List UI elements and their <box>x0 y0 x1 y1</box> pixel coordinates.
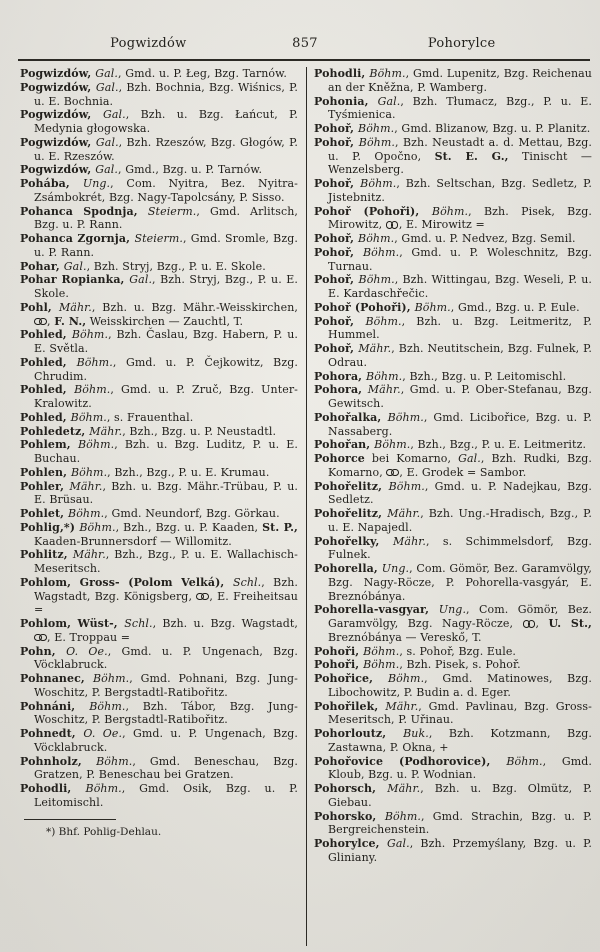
entry-text: , Bzh. Bochnia, Bzg. Wiśnics, P. u. E. Bochnia. <box>34 80 299 108</box>
region-abbrev: Böhm. <box>79 520 116 534</box>
entry-text: Kaaden-Brunnersdorf — Willomitz. <box>34 534 232 548</box>
region-abbrev: Böhm. <box>369 67 406 80</box>
column-divider-rule <box>306 67 307 946</box>
entry-text: , Gmd. u. P. Ober-Stefanau, Bzg. Gewitsch. <box>328 383 593 410</box>
region-abbrev: Böhm. <box>387 410 424 424</box>
entry-text: , Gmd. u. P. Ungenach, Bzg. Vöcklabruck. <box>34 644 298 672</box>
gazetteer-entry <box>20 521 298 549</box>
region-abbrev: Mähr. <box>58 300 92 314</box>
region-abbrev: Böhm. <box>388 479 425 493</box>
entry-keyword: Pohanca Zgornja, <box>20 232 135 245</box>
gazetteer-entry <box>20 163 298 177</box>
region-abbrev: Böhm. <box>506 754 543 768</box>
region-abbrev: Ung. <box>381 562 410 575</box>
entry-text: , Bzh. Przemyślany, Bzg. u. P. Gliniany. <box>328 837 592 864</box>
entry-keyword: Pohořelky, <box>314 534 394 548</box>
entry-text: , <box>47 314 55 328</box>
region-abbrev: Mähr. <box>89 424 123 438</box>
gazetteer-entry <box>314 782 592 810</box>
gazetteer-entry <box>20 782 298 810</box>
entry-text: , Bzh. Časlau, Bzg. Habern, P. u. E. Světla. <box>34 328 298 355</box>
entry-keyword: Pohořan, <box>314 438 375 452</box>
entry-keyword: Pohořelitz, <box>314 507 388 520</box>
entry-keyword: Pohoř (Pohoři), <box>314 204 432 218</box>
gazetteer-entry <box>20 700 298 728</box>
entry-text: , Gmd. u. P. Čejkowitz, Bzg. Chrudim. <box>34 355 298 383</box>
entry-keyword: Pohled, <box>20 383 75 397</box>
entry-text: , Gmd. Pohnani, Bzg. Jung-Woschitz, P. Bergstadtl-Ratibořitz. <box>34 672 299 699</box>
entry-text: , Gmd. Licibořice, Bzg. u. P. Nassaberg. <box>328 410 592 438</box>
left-column <box>20 67 298 946</box>
entry-keyword: Pohlem, <box>20 438 78 452</box>
region-abbrev: Mähr. <box>367 383 401 397</box>
footnote-text: *) Bhf. Pohlig-Dehlau. <box>46 825 162 838</box>
gazetteer-entry <box>314 507 592 535</box>
entry-text: , Bzh., Bzg. u. P. Kaaden, <box>115 520 263 534</box>
entry-text: , Bzh. u. Bzg. Olmütz, P. Giebau. <box>328 782 592 809</box>
entry-text: , Gmd., Bzg. u. P. Tarnów. <box>118 163 263 177</box>
entry-keyword: Pohlet, <box>20 507 69 520</box>
region-abbrev: Böhm. <box>96 754 133 768</box>
entry-keyword: St. E. G., <box>434 149 509 163</box>
header-right-keyword: Pohorylce <box>427 36 496 51</box>
entry-keyword: Pohoř, <box>314 342 359 355</box>
entry-text: , Gmd. Blizanow, Bzg. u. P. Planitz. <box>394 122 591 135</box>
entry-text: , Gmd. u. P. Zruč, Bzg. Unter-Kralowitz. <box>34 383 298 410</box>
gazetteer-entry <box>314 603 592 644</box>
region-abbrev: Mähr. <box>387 507 421 520</box>
entry-keyword: Pohonia, <box>314 94 378 108</box>
entry-text: , Bzh., Bzg., P. u. E. Wallachisch-Meseritsch. <box>34 548 298 575</box>
entry-text: , Gmd. Arlitsch, Bzg. u. P. Rann. <box>34 204 298 232</box>
gazetteer-entry <box>20 672 298 700</box>
footnote-block <box>20 819 298 838</box>
entry-text: , Bzh., Bzg. u. P. Neustadtl. <box>122 424 277 438</box>
entry-text: , Bzh. Tábor, Bzg. Jung-Woschitz, P. Bergstadtl-Ratibořitz. <box>34 699 299 727</box>
entry-keyword: Pohanca Spodnja, <box>20 204 148 218</box>
gazetteer-entry <box>314 273 592 301</box>
gazetteer-entry <box>20 411 298 425</box>
entry-keyword: Pogwizdów, <box>20 135 96 149</box>
entry-keyword: Pohn, <box>20 644 67 658</box>
gazetteer-entry <box>314 246 592 274</box>
entry-text: , Bzh. Neutitschein, Bzg. Fulnek, P. Odrau. <box>328 342 592 369</box>
posthorn-icon <box>523 620 536 627</box>
gazetteer-entry <box>20 136 298 164</box>
gazetteer-entry <box>314 452 592 480</box>
entry-keyword: Pohořice, <box>314 672 388 685</box>
gazetteer-entry <box>314 700 592 728</box>
gazetteer-entry <box>20 383 298 411</box>
posthorn-icon <box>34 318 47 325</box>
gazetteer-entry <box>314 727 592 755</box>
entry-keyword: Pohořovice (Podhorovice), <box>314 754 507 768</box>
entry-text: , Bzh. Rudki, Bzg. Komarno, <box>328 452 592 479</box>
entry-text: , E. Troppau = <box>47 630 131 644</box>
region-abbrev: Gal. <box>102 108 126 122</box>
entry-keyword: Pohoř, <box>314 122 359 135</box>
entry-keyword: Pohodli, <box>314 67 370 80</box>
gazetteer-entry <box>314 755 592 783</box>
gazetteer-entry <box>314 658 592 672</box>
gazetteer-entry <box>20 177 298 205</box>
entry-keyword: Pohorce <box>314 452 365 465</box>
entry-keyword: Pohoři, <box>314 658 364 672</box>
entry-text: , Gmd. u. P. Nedvez, Bzg. Semil. <box>394 232 576 245</box>
gazetteer-entry <box>314 205 592 233</box>
entry-text: , Bzh. u. Bzg. Luditz, P. u. E. Buchau. <box>34 438 299 465</box>
entry-keyword: Pohořelitz, <box>314 479 389 493</box>
region-abbrev: Böhm. <box>360 177 397 190</box>
region-abbrev: Buk. <box>403 727 429 740</box>
entry-keyword: Pohnáni, <box>20 699 90 713</box>
entry-text: , E. Freiheitsau = <box>34 589 298 617</box>
gazetteer-entry <box>314 837 592 865</box>
entry-text: , Com. Nyitra, Bez. Nyitra-Zsámbokrét, Bzg. Nagy-Tapolcsány, P. Sisso. <box>34 177 298 204</box>
entry-keyword: Pohorella-vasgyar, <box>314 603 439 617</box>
entry-keyword: Pohoř (Pohoři), <box>314 300 415 314</box>
gazetteer-entry <box>20 438 298 466</box>
entry-keyword: Pohled, <box>20 355 77 369</box>
entry-keyword: Pogwizdów, <box>20 108 103 122</box>
entry-keyword: Pohoři, <box>314 644 364 658</box>
entry-keyword: Pohořilek, <box>314 699 386 713</box>
entry-keyword: Pohnholz, <box>20 754 97 768</box>
region-abbrev: Böhm. <box>78 438 115 452</box>
region-abbrev: Böhm. <box>384 809 422 823</box>
entry-text: , Bzh. Pisek, Bzg. Mirowitz, <box>328 204 592 232</box>
entry-text: , Bzh. Wittingau, Bzg. Weseli, P. u. E. Kardaschřečic. <box>328 273 592 300</box>
entry-keyword: Pohlen, <box>20 465 71 479</box>
region-abbrev: Böhm. <box>70 410 107 424</box>
entry-text: , Bzh. Rzeszów, Bzg. Głogów, P. u. E. Rzeszów. <box>34 135 298 163</box>
gazetteer-entry <box>20 755 298 783</box>
entry-keyword: Pohlom, Gross- (Polom Velká), <box>20 575 233 589</box>
entry-text: , Gmd. Lupenitz, Bzg. Reichenau an der Kněžna, P. Wamberg. <box>328 67 592 94</box>
entry-keyword: Pohoř, <box>314 314 366 328</box>
gazetteer-entry <box>314 480 592 508</box>
region-abbrev: Böhm. <box>363 644 400 658</box>
region-abbrev: Böhm. <box>70 465 108 479</box>
gazetteer-entry <box>314 232 592 246</box>
right-column <box>314 67 592 946</box>
gazetteer-entry <box>314 645 592 659</box>
gazetteer-entry <box>20 273 298 301</box>
region-abbrev: Gal. <box>95 163 119 177</box>
entry-text: , s. Schimmelsdorf, Bzg. Fulnek. <box>328 534 592 562</box>
entry-keyword: Pohledetz, <box>20 424 90 438</box>
entry-text: , Bzh. Kotzmann, Bzg. Zastawna, P. Okna, + <box>328 727 592 754</box>
entry-keyword: Pogwizdów, <box>20 67 96 80</box>
entry-keyword: Pohled, <box>20 410 71 424</box>
gazetteer-entry <box>20 507 298 521</box>
entry-text: , Gmd. u. P. Nadejkau, Bzg. Sedletz. <box>328 479 592 507</box>
region-abbrev: Gal. <box>458 452 481 465</box>
gazetteer-entry <box>20 617 298 645</box>
entry-text: , E. Grodek = Sambor. <box>399 465 527 479</box>
region-abbrev: Gal. <box>95 80 119 94</box>
entry-keyword: Pohora, <box>314 383 368 397</box>
entry-text: Tinischt — Wenzelsberg. <box>328 149 593 177</box>
region-abbrev: Böhm. <box>374 438 411 452</box>
entry-text: , Bzh. Seltschan, Bzg. Sedletz, P. Jistebnitz. <box>328 177 592 204</box>
entry-keyword: St. P., <box>262 520 298 534</box>
entry-text: , Bzh. u. Bzg. Wagstadt, <box>152 617 298 630</box>
region-abbrev: Gal. <box>377 94 401 108</box>
entry-text: , s. Frauenthal. <box>106 410 194 424</box>
gazetteer-entry <box>314 672 592 700</box>
posthorn-icon <box>386 469 399 476</box>
entry-text: , Gmd. Kloub, Bzg. u. P. Wodnian. <box>328 754 592 782</box>
header-rule <box>18 59 590 61</box>
entry-keyword: Pohába, <box>20 177 83 190</box>
entry-keyword: Pohorsch, <box>314 782 388 795</box>
gazetteer-entry <box>20 301 298 329</box>
entry-keyword: Pohoř, <box>314 273 359 287</box>
entry-text: , Gmd. Osik, Bzg. u. P. Leitomischl. <box>34 782 299 809</box>
entry-keyword: Pohorsko, <box>314 809 385 823</box>
entry-text: , Bzh. Stryj, Bzg., P. u. E. Skole. <box>86 259 266 273</box>
page-header <box>70 36 540 51</box>
region-abbrev: Böhm. <box>74 383 111 397</box>
entry-text: , Bzh. u. Bzg. Mähr.-Weisskirchen, <box>91 300 299 314</box>
region-abbrev: Ung. <box>438 603 467 617</box>
gazetteer-entry <box>314 370 592 384</box>
gazetteer-entry <box>20 81 298 109</box>
entry-keyword: Pohlitz, <box>20 548 73 562</box>
entry-keyword: Pohoř, <box>314 245 363 259</box>
header-left-keyword: Pogwizdów <box>110 36 187 51</box>
gazetteer-entry <box>314 411 592 439</box>
gazetteer-entry <box>314 177 592 205</box>
gazetteer-entry <box>314 67 592 95</box>
page-number: 857 <box>292 36 318 51</box>
entry-text: , Gmd. u. P. Łeg, Bzg. Tarnów. <box>118 67 287 80</box>
gazetteer-entry <box>314 95 592 123</box>
gazetteer-entry <box>314 136 592 177</box>
entry-keyword: Pohnanec, <box>20 672 93 685</box>
entry-text: , Bzh. Stryj, Bzg., P. u. E. Skole. <box>34 273 298 300</box>
region-abbrev: Gal. <box>95 135 119 149</box>
posthorn-icon <box>386 221 399 228</box>
entry-keyword: F. N., <box>54 314 87 328</box>
entry-keyword: Pohar, <box>20 259 64 273</box>
entry-text: , Bzh. Pisek, s. Pohoř. <box>399 658 521 672</box>
entry-text: , Gmd. u. P. Ungenach, Bzg. Vöcklabruck. <box>34 727 298 754</box>
entry-text: , Gmd. Pavlinau, Bzg. Gross-Meseritsch, P. Uřinau. <box>328 699 592 727</box>
region-abbrev: Mähr. <box>358 342 392 355</box>
entry-text: , Gmd. Neundorf, Bzg. Görkau. <box>104 507 280 520</box>
entry-text: , Com. Gömör, Bez. Garamvölgy, Bzg. Nagy-Röcze, P. Pohorella-vasgyár, E. Breznóbánya. <box>328 562 592 603</box>
region-abbrev: Mähr. <box>69 479 103 493</box>
entry-keyword: Pohnedt, <box>20 727 84 740</box>
entry-keyword: Pogwizdów, <box>20 80 96 94</box>
entry-keyword: Pohora, <box>314 369 367 383</box>
entry-text: , Gmd. Strachin, Bzg. u. P. Bergreichenstein. <box>328 809 592 837</box>
entry-text: , Gmd. u. P. Woleschnitz, Bzg. Turnau. <box>328 245 592 273</box>
entry-text: Weisskirchen — Zauchtl, T. <box>86 314 244 328</box>
footnote-rule <box>24 819 116 820</box>
region-abbrev: Schl. <box>124 617 153 630</box>
entry-text: bei Komarno, <box>364 452 459 465</box>
region-abbrev: Gal. <box>129 273 153 287</box>
entry-text: Breznóbánya — Vereskő, T. <box>328 630 482 644</box>
entry-keyword: Pohorella, <box>314 562 382 575</box>
gazetteer-entry <box>20 232 298 260</box>
entry-text: , Gmd. Beneschau, Bzg. Gratzen, P. Beneschau bei Gratzen. <box>34 754 299 782</box>
entry-keyword: Pohlom, Wüst-, <box>20 617 125 630</box>
gazetteer-entry <box>314 122 592 136</box>
posthorn-icon <box>196 593 209 600</box>
region-abbrev: Mähr. <box>72 548 106 562</box>
entry-keyword: U. St., <box>548 617 592 630</box>
gazetteer-entry <box>20 67 298 81</box>
region-abbrev: Mähr. <box>385 699 419 713</box>
region-abbrev: Böhm. <box>93 672 130 685</box>
entry-text: , Bzh. u. Bzg. Leitmeritz, P. Hummel. <box>328 314 592 342</box>
gazetteer-entry <box>20 260 298 274</box>
gazetteer-entry <box>20 108 298 136</box>
region-abbrev: Böhm. <box>366 369 403 383</box>
text-columns <box>20 67 592 946</box>
entry-text: , Gmd. Matinowes, Bzg. Libochowitz, P. Budin a. d. Eger. <box>328 672 592 699</box>
region-abbrev: Böhm. <box>89 699 126 713</box>
region-abbrev: O. Oe. <box>66 644 108 658</box>
posthorn-icon <box>34 634 47 641</box>
entry-keyword: Pohar Ropianka, <box>20 273 130 287</box>
gazetteer-entry <box>314 383 592 411</box>
gazetteer-entry <box>20 480 298 508</box>
gazetteer-entry <box>314 535 592 563</box>
region-abbrev: Böhm. <box>76 355 113 369</box>
entry-keyword: Pohoř, <box>314 177 361 190</box>
region-abbrev: Böhm. <box>414 300 451 314</box>
region-abbrev: Böhm. <box>363 245 400 259</box>
entry-text: , Bzh. Neustadt a. d. Mettau, Bzg. u. P. Opočno, <box>328 135 592 163</box>
region-abbrev: Böhm. <box>358 135 395 149</box>
region-abbrev: Gal. <box>63 259 87 273</box>
entry-text: , Bzh., Bzg. u. P. Leitomischl. <box>402 369 567 383</box>
entry-keyword: Pohodli, <box>20 782 86 795</box>
region-abbrev: Böhm. <box>71 328 109 342</box>
gazetteer-entry <box>20 425 298 439</box>
region-abbrev: O. Oe. <box>83 727 123 740</box>
region-abbrev: Gal. <box>386 837 410 850</box>
region-abbrev: Böhm. <box>68 507 105 520</box>
region-abbrev: Böhm. <box>358 122 395 135</box>
entry-text: , E. Mirowitz = <box>398 218 485 232</box>
entry-keyword: Pohled, <box>20 328 72 342</box>
entry-text: , Com. Gömör, Bez. Garamvölgy, Bzg. Nagy-Röcze, <box>328 603 593 630</box>
gazetteer-entry <box>20 356 298 384</box>
region-abbrev: Böhm. <box>358 273 395 287</box>
region-abbrev: Gal. <box>95 67 119 80</box>
region-abbrev: Steierm. <box>147 204 197 218</box>
entry-text: , Bzh., Bzg., P. u. E. Krumau. <box>107 465 270 479</box>
entry-keyword: Pohl, <box>20 300 59 314</box>
gazetteer-entry <box>314 810 592 838</box>
entry-keyword: Pogwizdów, <box>20 163 96 177</box>
gazetteer-entry <box>314 315 592 343</box>
region-abbrev: Mähr. <box>393 534 426 548</box>
entry-text: , Gmd. Sromle, Bzg. u. P. Rann. <box>34 232 298 259</box>
gazetteer-entry <box>20 727 298 755</box>
entry-keyword: Pohler, <box>20 479 70 493</box>
gazetteer-entry <box>20 576 298 617</box>
region-abbrev: Böhm. <box>365 314 402 328</box>
entry-keyword: Pohořalka, <box>314 410 388 424</box>
region-abbrev: Böhm. <box>387 672 425 685</box>
entry-keyword: Pohorloutz, <box>314 727 404 740</box>
gazetteer-entry <box>20 548 298 576</box>
gazetteer-entry <box>314 438 592 452</box>
entry-text: , Bzh. Wagstadt, Bzg. Königsberg, <box>34 575 298 603</box>
entry-text: , Gmd., Bzg. u. P. Eule. <box>450 300 580 314</box>
entry-text: , Bzh. Ung.-Hradisch, Bzg., P. u. E. Napajedl. <box>328 507 592 534</box>
region-abbrev: Mähr. <box>387 782 421 795</box>
gazetteer-entry <box>314 562 592 603</box>
entry-text: , Bzh. u. Bzg. Łańcut, P. Medynia głogowska. <box>34 108 298 135</box>
gazetteer-entry <box>20 645 298 673</box>
entry-keyword: Pohlig,*) <box>20 520 80 534</box>
gazetteer-entry <box>314 301 592 315</box>
region-abbrev: Böhm. <box>358 232 395 245</box>
entry-text: , Bzh. Tłumacz, Bzg., P. u. E. Tyśmienica. <box>328 94 592 122</box>
gazetteer-entry <box>20 466 298 480</box>
region-abbrev: Steierm. <box>134 232 183 245</box>
entry-keyword: Pohorylce, <box>314 837 387 850</box>
region-abbrev: Böhm. <box>431 204 469 218</box>
gazetteer-entry <box>314 342 592 370</box>
entry-text: , Bzh., Bzg., P. u. E. Leitmeritz. <box>410 438 587 452</box>
region-abbrev: Schl. <box>232 575 262 589</box>
gazetteer-entry <box>20 328 298 356</box>
entry-text: , Bzh. u. Bzg. Mähr.-Trübau, P. u. E. Brüsau. <box>34 479 298 507</box>
region-abbrev: Böhm. <box>363 658 400 672</box>
entry-keyword: Pohoř, <box>314 232 359 245</box>
entry-text: , <box>535 617 549 630</box>
gazetteer-entry <box>20 205 298 233</box>
entry-keyword: Pohoř, <box>314 135 359 149</box>
region-abbrev: Ung. <box>82 177 111 190</box>
region-abbrev: Böhm. <box>85 782 122 795</box>
entry-text: , s. Pohoř, Bzg. Eule. <box>399 644 517 658</box>
